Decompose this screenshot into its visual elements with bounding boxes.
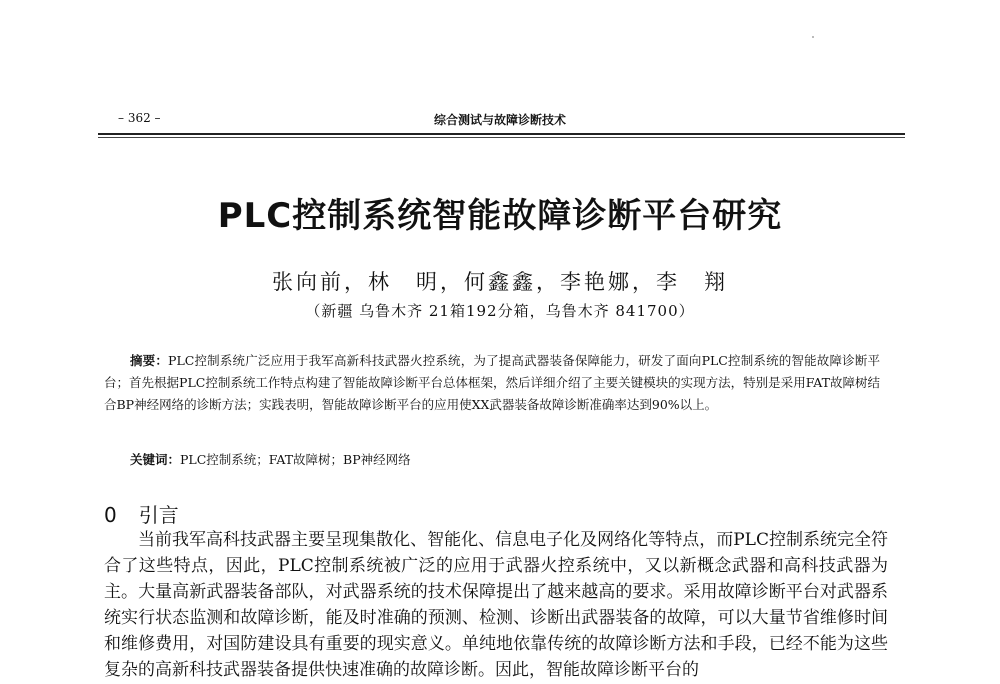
keywords-label: 关键词： xyxy=(130,452,181,467)
section-number: 0 xyxy=(104,503,117,527)
section-heading xyxy=(104,499,179,528)
section-title: 引言 xyxy=(138,503,179,527)
article-title: PLC控制系统智能故障诊断平台研究 xyxy=(217,196,783,236)
abstract xyxy=(104,350,880,416)
abstract-label: 摘要： xyxy=(130,353,169,368)
keywords xyxy=(130,450,411,468)
header-rule-thick xyxy=(98,133,905,135)
affiliation: （新疆 乌鲁木齐 21箱192分箱，乌鲁木齐 841700） xyxy=(305,302,695,320)
scan-speck xyxy=(812,36,814,38)
running-title: 综合测试与故障诊断技术 xyxy=(433,113,566,127)
page-number: – 362 – xyxy=(118,111,161,125)
keywords-text: PLC控制系统；FAT故障树；BP神经网络 xyxy=(180,452,411,467)
body-paragraph: 当前我军高科技武器主要呈现集散化、智能化、信息电子化及网络化等特点，而PLC控制系统完全符合了这些特点，因此，PLC控制系统被广泛的应用于武器火控系统中，又以新概念武器和高科技武器为主。大量高新武器装备部队，对武器系统的技术保障提出了越来越高的要求。采用故障诊断平台对武器系统实行状态监测和故障诊断，能及时准确的预测、检测、诊断出武器装备的故障，可以大量节省维修时间和维修费用，对国防建设具有重要的现实意义。单纯地依靠传统的故障诊断方法和手段，已经不能为这些复杂的高新科技武器装备提供快速准确的故障诊断。因此，智能故障诊断平台的 xyxy=(104,530,888,680)
header-rule-thin xyxy=(98,137,905,138)
author-list: 张向前，林 明，何鑫鑫，李艳娜，李 翔 xyxy=(272,270,728,294)
abstract-text: PLC控制系统广泛应用于我军高新科技武器火控系统，为了提高武器装备保障能力，研发了面向PLC控制系统的智能故障诊断平台；首先根据PLC控制系统工作特点构建了智能故障诊断平台总体框架，然后详细介绍了主要关键模块的实现方法，特别是采用FAT故障树结合BP神经网络的诊断方法；实践表明，智能故障诊断平台的应用使XX武器装备故障诊断准确率达到90%以上。 xyxy=(104,353,880,412)
